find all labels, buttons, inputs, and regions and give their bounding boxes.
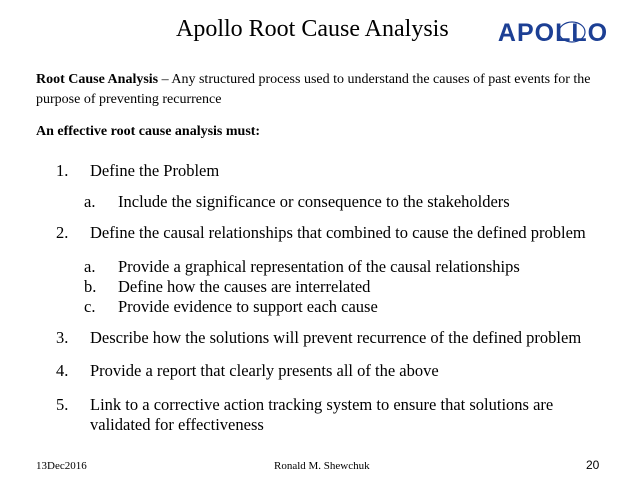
- list-item-text: Describe how the solutions will prevent recurrence of the defined problem: [90, 328, 582, 347]
- list-item-text: Provide a report that clearly presents all of the above: [90, 361, 439, 380]
- intro-heading: An effective root cause analysis must:: [36, 124, 261, 139]
- list-item-number: 2.: [56, 223, 69, 242]
- apollo-logo: [488, 16, 618, 48]
- list-item-text: Link to a corrective action tracking system to ensure that solutions are: [90, 395, 554, 414]
- definition-text: – Any structured process used to understand the causes of past events for the purpose of preventing recurrence: [36, 72, 591, 107]
- list-subitem-letter: a.: [84, 257, 96, 276]
- definition-paragraph: [36, 70, 616, 110]
- slide-title: Apollo Root Cause Analysis: [176, 16, 449, 42]
- list-item-text: Define the causal relationships that combined to cause the defined problem: [90, 223, 586, 242]
- list-subitem-text: Define how the causes are interrelated: [118, 277, 371, 296]
- definition-term: Root Cause Analysis: [36, 72, 159, 87]
- footer-date: 13Dec2016: [36, 460, 87, 472]
- list-item-text: Define the Problem: [90, 161, 220, 180]
- footer-author: Ronald M. Shewchuk: [274, 460, 370, 472]
- list-item-text: validated for effectiveness: [90, 415, 264, 434]
- list-subitem-letter: a.: [84, 192, 96, 211]
- list-subitem-letter: b.: [84, 277, 97, 296]
- list-subitem-text: Provide evidence to support each cause: [118, 297, 378, 316]
- list-item-number: 1.: [56, 161, 69, 180]
- logo-text: APOLLO: [497, 19, 609, 47]
- list-subitem-text: Provide a graphical representation of the causal relationships: [118, 257, 520, 276]
- list-item-number: 4.: [56, 361, 69, 380]
- page-number: 20: [586, 458, 600, 472]
- list-item-number: 5.: [56, 395, 69, 414]
- list-subitem-text: Include the significance or consequence to the stakeholders: [118, 192, 510, 211]
- list-item-number: 3.: [56, 328, 69, 347]
- list-subitem-letter: c.: [84, 297, 96, 316]
